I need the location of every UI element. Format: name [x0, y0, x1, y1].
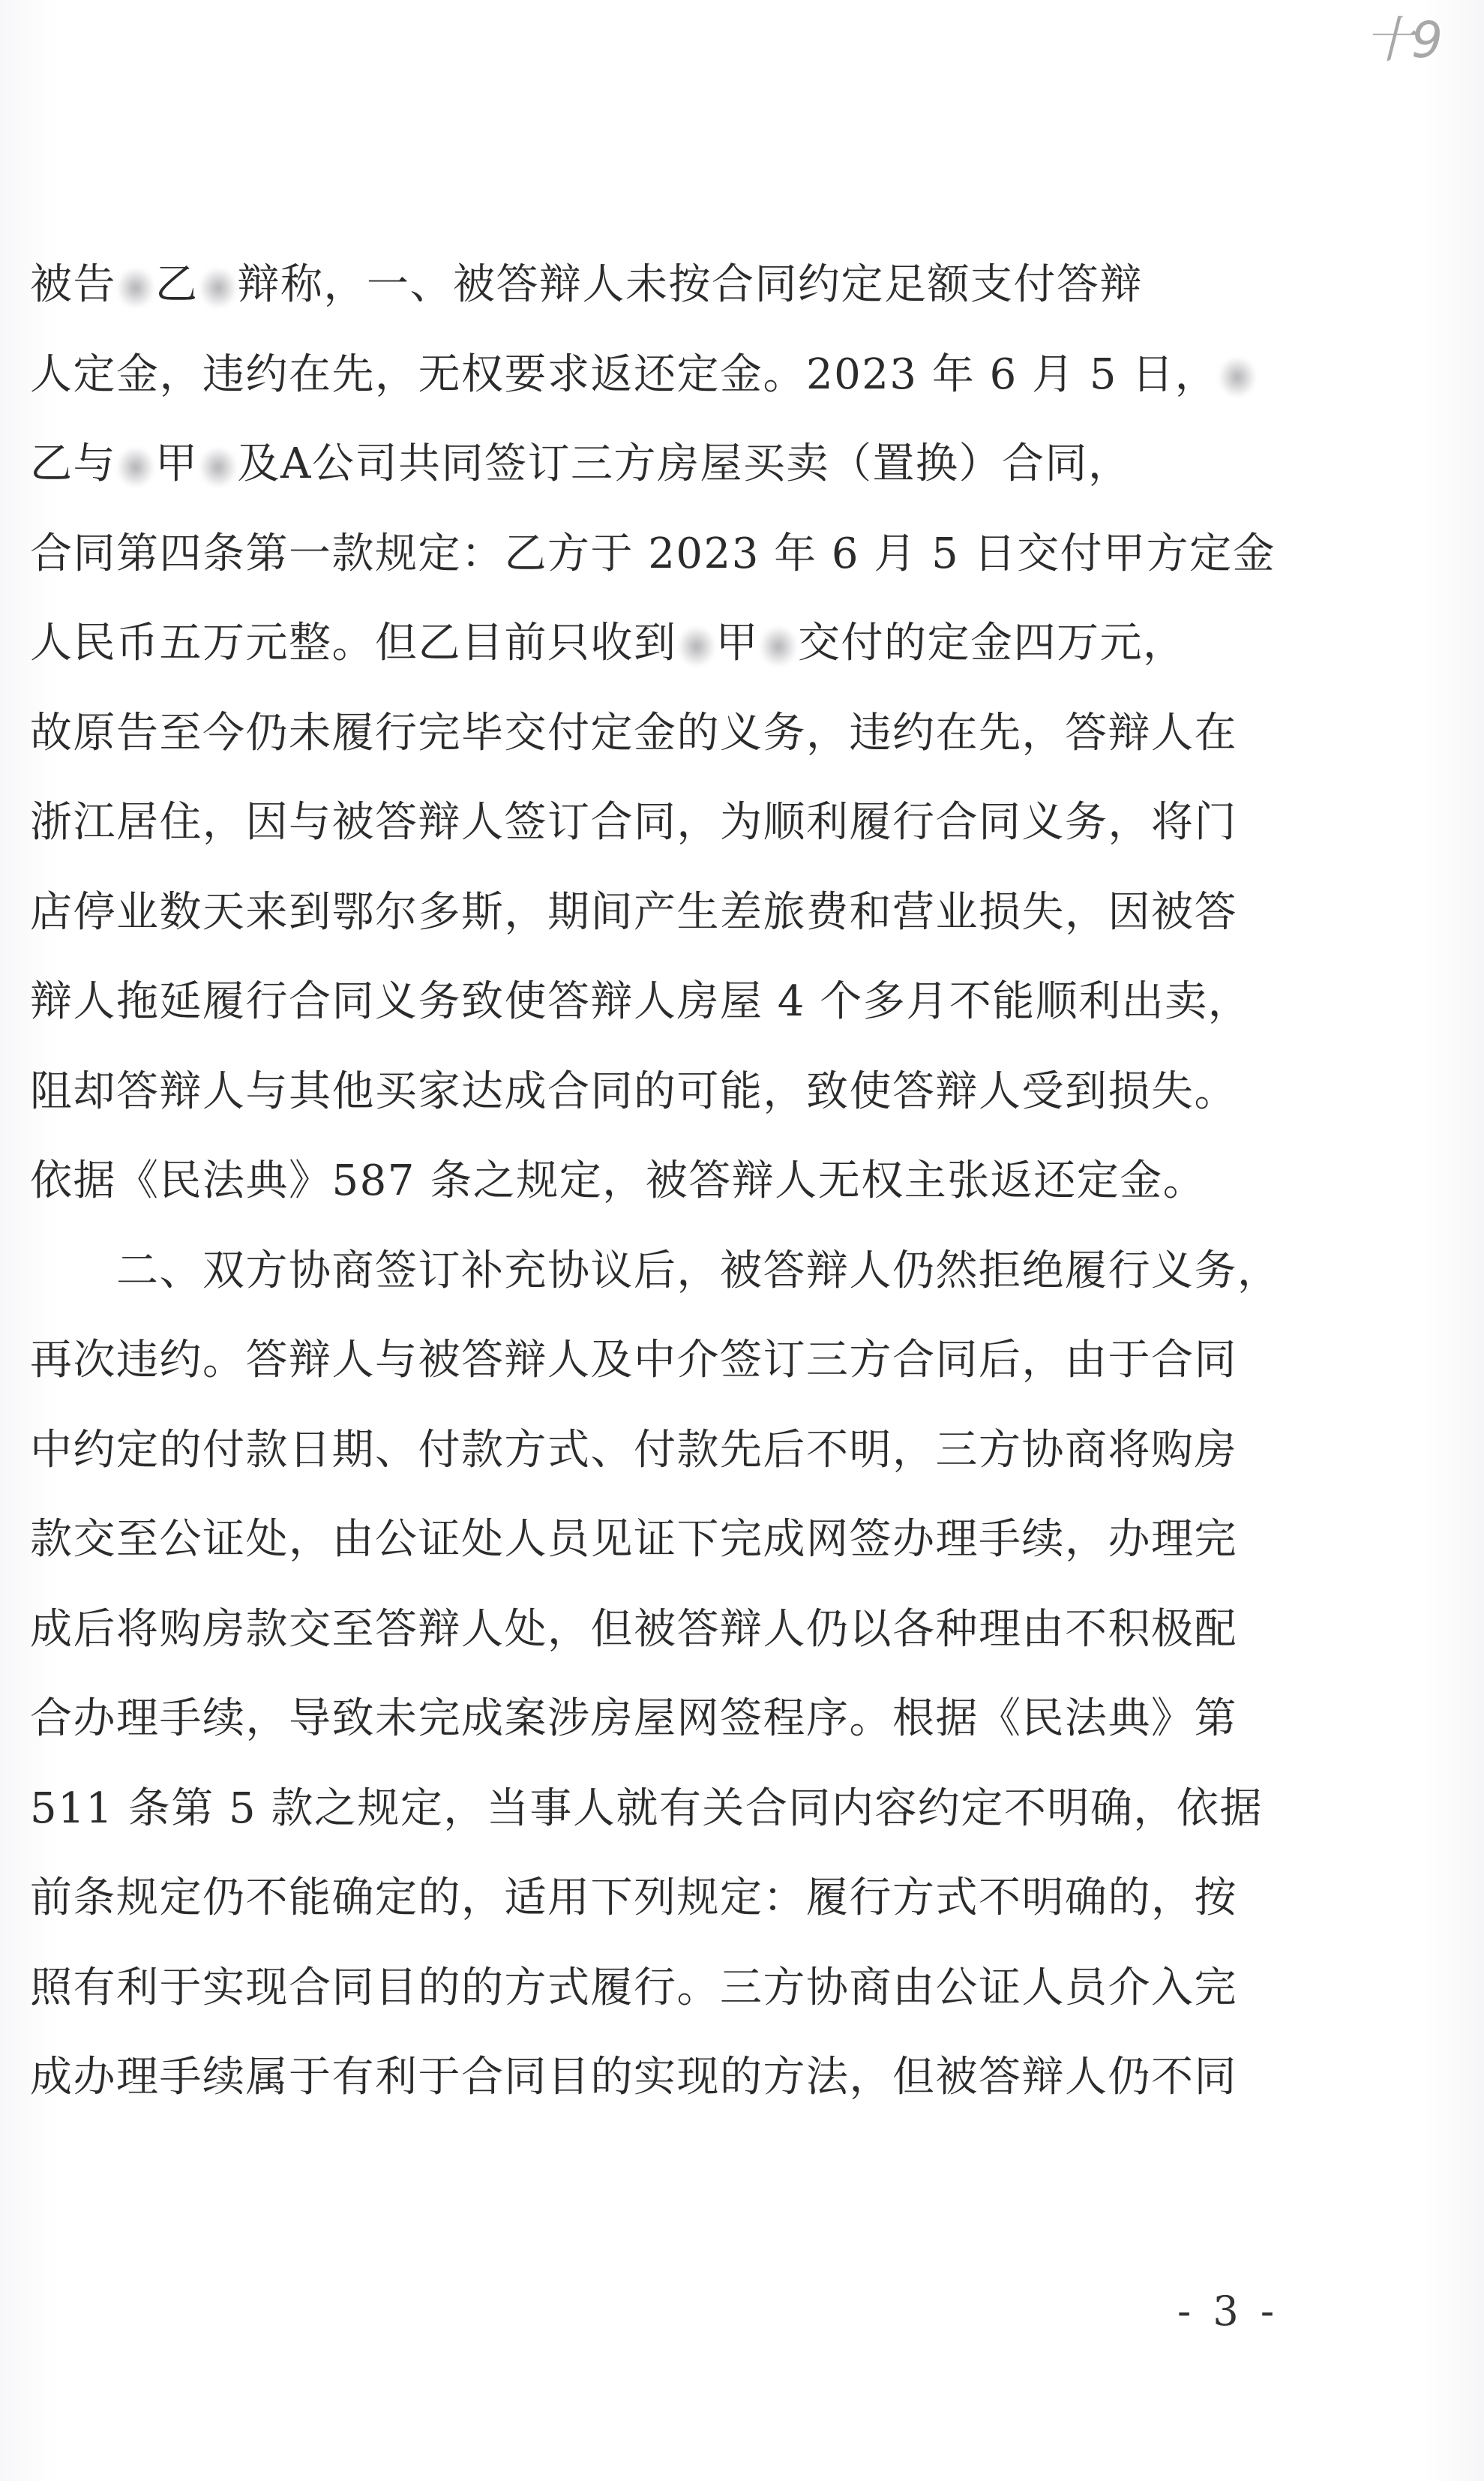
text-segment: 乙	[418, 619, 461, 668]
text-line	[30, 598, 1260, 688]
text-segment: 511 条第 5 款之规定，当事人就有关合同内容约定不明确，依据	[30, 1784, 1263, 1833]
page-number: - 3 -	[1177, 2288, 1279, 2335]
text-line	[30, 1585, 1260, 1675]
text-line	[30, 330, 1260, 420]
text-segment: 合同第四条第一款规定：乙方于 2023 年 6 月 5 日交付甲方定金	[30, 529, 1276, 578]
text-line	[30, 778, 1260, 868]
text-segment: 依据《民法典》587 条之规定，被答辩人无权主张返还定金。	[30, 1156, 1207, 1205]
text-segment: 阻却答辩人与其他买家达成合同的可能，致使答辩人受到损失。	[30, 1066, 1237, 1116]
text-segment: 合办理手续，导致未完成案涉房屋网签程序。根据《民法典》第	[30, 1694, 1237, 1743]
redaction-blur	[760, 627, 796, 666]
text-line	[30, 1853, 1260, 1943]
text-line	[30, 1943, 1260, 2033]
text-line	[30, 419, 1260, 509]
text-line	[30, 1406, 1260, 1496]
redaction-blur	[1219, 358, 1255, 397]
text-line	[30, 1136, 1260, 1226]
text-line	[30, 1316, 1260, 1406]
text-segment: 与	[73, 440, 116, 488]
text-segment: 二、双方协商签订补充协议后，被答辩人仍然拒绝履行义务，	[116, 1246, 1281, 1295]
text-segment: 公司共同签订三方房屋买卖（置换）合同，	[311, 440, 1132, 488]
redaction-blur	[118, 448, 154, 487]
text-line	[30, 1764, 1263, 1854]
text-segment: 款交至公证处，由公证处人员见证下完成网签办理手续，办理完	[30, 1515, 1237, 1564]
text-segment: 乙	[155, 260, 199, 309]
text-segment: 人民币五万元整。但	[30, 619, 418, 668]
text-segment: 再次违约。答辩人与被答辩人及中介签订三方合同后，由于合同	[30, 1336, 1237, 1384]
text-line	[30, 1674, 1260, 1764]
text-line	[30, 1047, 1260, 1137]
text-segment: 目前只收到	[461, 619, 677, 668]
redaction-blur	[118, 268, 154, 308]
text-segment: 前条规定仍不能确定的，适用下列规定：履行方式不明确的，按	[30, 1874, 1237, 1922]
text-segment: 成办理手续属于有利于合同目的实现的方法，但被答辩人仍不同	[30, 2053, 1237, 2102]
text-segment: 乙	[30, 440, 73, 488]
text-line	[30, 1495, 1260, 1585]
text-segment: 浙江居住，因与被答辩人签订合同，为顺利履行合同义务，将门	[30, 798, 1237, 847]
text-line	[30, 957, 1260, 1047]
text-segment: 被告	[30, 260, 116, 309]
redaction-blur	[200, 268, 236, 308]
text-segment: 成后将购房款交至答辩人处，但被答辩人仍以各种理由不积极配	[30, 1604, 1237, 1654]
text-segment: A	[280, 440, 312, 488]
text-segment: 故原告至今仍未履行完毕交付定金的义务，违约在先，答辩人在	[30, 708, 1237, 758]
text-line	[30, 2032, 1260, 2122]
text-segment: 辩人拖延履行合同义务致使答辩人房屋 4 个多月不能顺利出卖，	[30, 977, 1252, 1026]
text-segment: 辩称，一、被答辩人未按合同约定足额支付答辩	[237, 260, 1143, 309]
text-segment: 中约定的付款日期、付款方式、付款先后不明，三方协商将购房	[30, 1425, 1237, 1474]
text-line	[30, 868, 1260, 958]
text-segment: 及	[237, 440, 280, 488]
text-line	[30, 1226, 1281, 1316]
text-segment: 甲	[155, 440, 199, 488]
text-line	[30, 688, 1260, 778]
handwritten-page-mark: 十9	[1365, 11, 1440, 69]
body-text	[30, 240, 1281, 2122]
redaction-blur	[200, 448, 236, 487]
text-segment: 照有利于实现合同目的的方式履行。三方协商由公证人员介入完	[30, 1963, 1237, 2012]
text-line	[30, 240, 1260, 330]
redaction-blur	[679, 627, 715, 666]
text-segment: 店停业数天来到鄂尔多斯，期间产生差旅费和营业损失，因被答	[30, 887, 1237, 937]
text-segment: 甲	[715, 619, 759, 668]
text-segment: 人定金，违约在先，无权要求返还定金。2023 年 6 月 5 日，	[30, 350, 1219, 399]
text-segment: 交付的定金四万元，	[798, 619, 1186, 668]
text-line	[30, 509, 1276, 599]
